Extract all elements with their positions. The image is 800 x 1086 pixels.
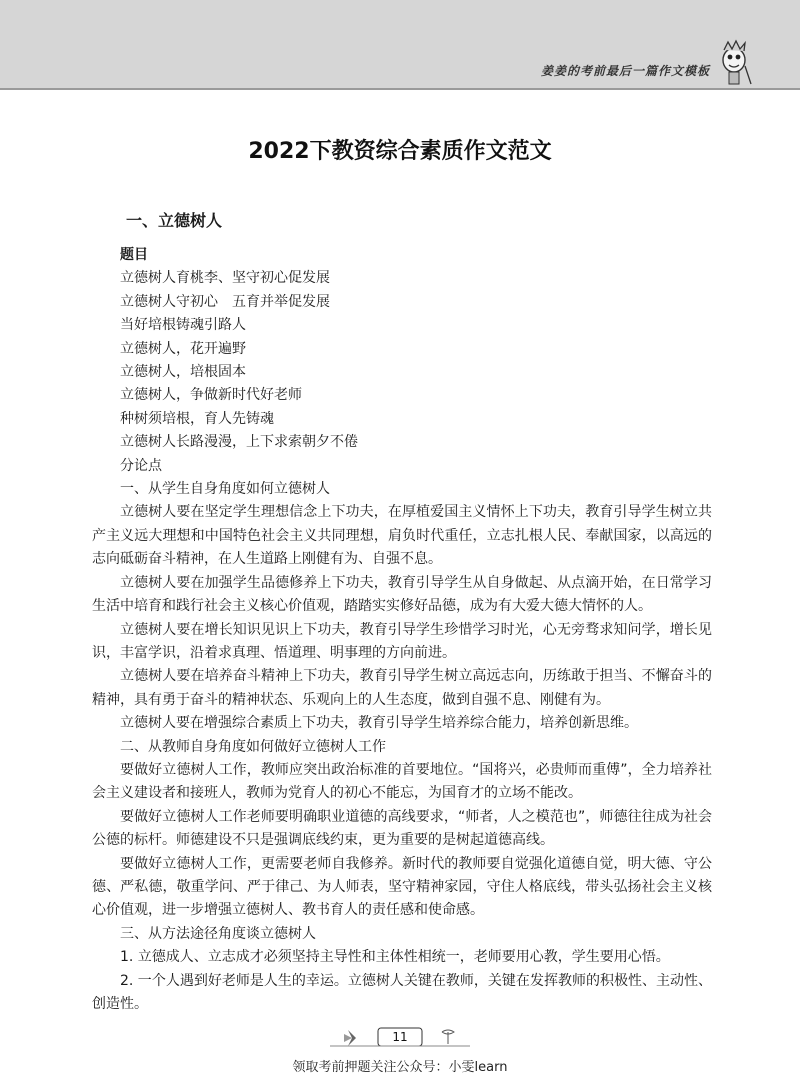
paragraph: 要做好立德树人工作，教师应突出政治标准的首要地位。“国将兴，必贵师而重傅”，全力培养社会主义建设者和接班人，教师为党育人的初心不能忘，为国育才的立场不能改。 [92,761,712,802]
topic-item: 立德树人，争做新时代好老师 [120,387,302,404]
points-label: 分论点 [120,457,162,474]
topic-item: 立德树人守初心 五育并举促发展 [120,293,330,310]
cartoon-mascot-icon [718,38,752,88]
paragraph: 立德树人要在坚定学生理想信念上下功夫，在厚植爱国主义情怀上下功夫，教育引导学生树立共产主义远大理想和中国特色社会主义共同理想，肩负时代重任，立志扎根人民、奉献国家，以高远的志向砥砺奋斗精神，在人生道路上刚健有为、自强不息。 [92,504,712,568]
topic-item: 立德树人长路漫漫，上下求索朝夕不倦 [120,434,358,451]
paragraph: 立德树人要在增长知识见识上下功夫，教育引导学生珍惜学习时光，心无旁骛求知问学，增长见识，丰富学识，沿着求真理、悟道理、明事理的方向前进。 [92,621,712,661]
part1-heading: 一、从学生自身角度如何立德树人 [120,481,330,498]
paragraph: 立德树人要在加强学生品德修养上下功夫，教育引导学生从自身做起、从点滴开始，在日常学习生活中培育和践行社会主义核心价值观，踏踏实实修好品德，成为有大爱大德大情怀的人。 [92,574,712,615]
article-body [92,244,712,1016]
topic-item: 当好培根铸魂引路人 [120,317,246,334]
paragraph: 要做好立德树人工作，更需要老师自我修养。新时代的教师要自觉强化道德自觉，明大德、守公德、严私德，敬重学问、严于律己、为人师表，坚守精神家园，守住人格底线，带头弘扬社会主义核心价值观，进一步增强立德树人、教书育人的责任感和使命感。 [92,855,712,919]
header-divider [0,88,800,90]
part3-heading: 三、从方法途径角度谈立德树人 [120,925,316,942]
topic-item: 立德树人育桃李、坚守初心促发展 [120,270,330,287]
topic-item: 立德树人，花开遍野 [120,340,246,357]
running-title: 姜姜的考前最后一篇作文模板 [540,64,710,78]
footer-notice: 领取考前押题关注公众号：小雯learn [292,1060,508,1075]
list-item: 2. 一个人遇到好老师是人生的幸运。立德树人关键在教师，关键在发挥教师的积极性、主动性、创造性。 [92,972,712,1012]
list-item: 1. 立德成人、立志成才必须坚持主导性和主体性相统一，老师要用心教，学生要用心悟。 [120,949,670,966]
paragraph: 立德树人要在培养奋斗精神上下功夫，教育引导学生树立高远志向，历练敢于担当、不懈奋斗的精神，具有勇于奋斗的精神状态、乐观向上的人生态度，做到自强不息、刚健有为。 [92,668,712,708]
page-title: 2022下教资综合素质作文范文 [248,139,552,164]
paragraph: 立德树人要在增强综合素质上下功夫，教育引导学生培养综合能力，培养创新思维。 [120,715,638,732]
topic-label: 题目 [120,247,148,263]
paragraph: 要做好立德树人工作老师要明确职业道德的高线要求，“师者，人之模范也”，师德往往成为社会公德的标杆。师德建设不只是强调底线约束，更为重要的是树起道德高线。 [92,808,712,849]
topic-item: 立德树人，培根固本 [120,364,246,381]
topic-item: 种树须培根，育人先铸魂 [120,410,274,427]
page-number: 11 [392,1030,408,1044]
section-heading: 一、立德树人 [126,211,223,230]
part2-heading: 二、从教师自身角度如何做好立德树人工作 [120,738,386,755]
